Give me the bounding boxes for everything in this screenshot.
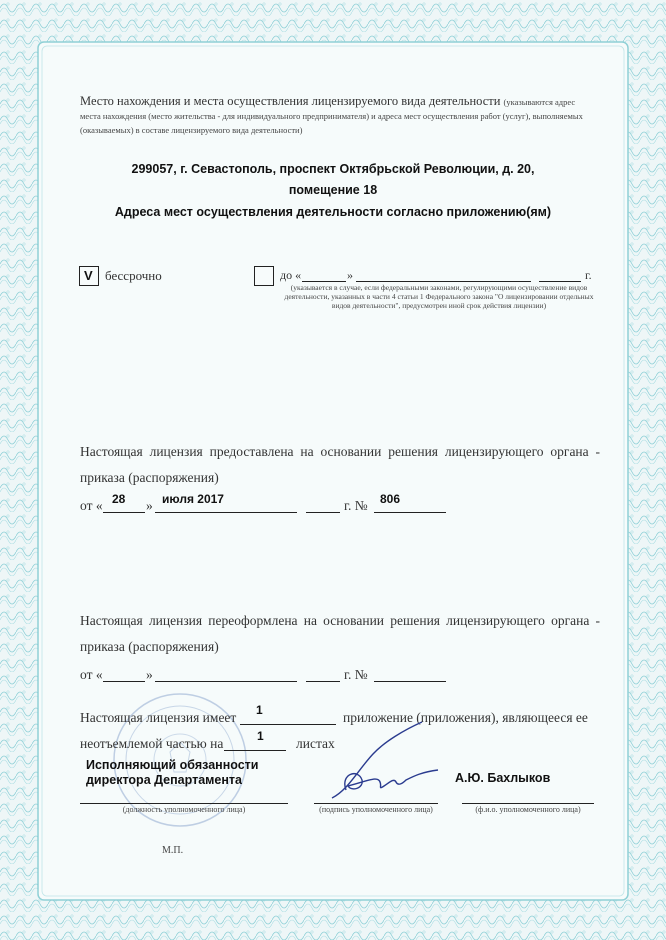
granted-number-line [374, 512, 446, 513]
appendix-text-2: приложение (приложения), являющееся ее [343, 710, 588, 725]
perpetual-checkbox[interactable] [79, 266, 99, 286]
reissued-day-line [103, 681, 145, 682]
until-date-checkbox[interactable] [254, 266, 274, 286]
appendix-sheets: 1 [257, 729, 264, 743]
granted-number-label: г. № [344, 498, 368, 513]
until-note: (указывается в случае, если федеральными законами, регулирующими осуществление видов деятельности, указанных в части 4 статьи 1 Федерального закона "О лицензировании отдельных видов деятельности", предусмотрен иной срок действия лицензии) [284, 283, 594, 310]
reissued-month-line [155, 681, 297, 682]
reissued-number-label: г. № [344, 667, 368, 682]
granted-year-line [306, 512, 340, 513]
address-line-3: Адреса мест осуществления деятельности согласно приложению(ям) [114, 205, 552, 219]
caption-signature: (подпись уполномоченного лица) [319, 805, 433, 814]
until-day-line [302, 281, 346, 282]
until-year-suffix: г. [585, 268, 592, 282]
name-line [462, 803, 594, 804]
granted-month-year: июля 2017 [162, 492, 224, 506]
handwritten-signature [318, 720, 448, 810]
appendix-text-3: неотъемлемой частью на [80, 736, 224, 751]
reissued-text-2: приказа (распоряжения) [80, 639, 219, 654]
caption-name: (ф.и.о. уполномоченного лица) [475, 805, 581, 814]
appendix-text-4: листах [296, 736, 335, 751]
perpetual-check-mark: V [84, 268, 93, 283]
granted-number: 806 [380, 492, 401, 506]
signatory-position-line-2: директора Департамента [86, 773, 242, 787]
appendix-count: 1 [256, 703, 263, 717]
signature-line [314, 803, 438, 804]
appendix-text-1: Настоящая лицензия имеет [80, 710, 237, 725]
address-line-1: 299057, г. Севастополь, проспект Октябрьской Революции, д. 20, [131, 162, 535, 176]
until-year-line [539, 281, 581, 282]
granted-month-line [155, 512, 297, 513]
granted-close-quote: » [146, 498, 153, 513]
place-heading: Место нахождения и места осуществления лицензируемого вида деятельности [80, 94, 501, 108]
position-line [80, 803, 288, 804]
reissued-close-quote: » [146, 667, 153, 682]
place-heading-block [80, 94, 592, 136]
granted-text: Настоящая лицензия предоставлена на основании решения лицензирующего органа - [80, 444, 600, 459]
granted-from-prefix: от « [80, 498, 103, 513]
signatory-position-line-1: Исполняющий обязанности [86, 758, 259, 772]
stamp-place: М.П. [162, 845, 184, 856]
place-note: (указываются адрес места нахождения (место жительства - для индивидуального предпринимателя) и адреса мест осуществления работ (услуг), выполняемых (оказываемых) в составе лицензируемого вида деятельности) [80, 97, 583, 135]
granted-text-2: приказа (распоряжения) [80, 470, 219, 485]
reissued-text: Настоящая лицензия переоформлена на основании решения лицензирующего органа - [80, 613, 600, 628]
appendix-sheets-line [224, 750, 286, 751]
caption-position: (должность уполномоченного лица) [122, 805, 246, 814]
reissued-year-line [306, 681, 340, 682]
signatory-name: А.Ю. Бахлыков [455, 771, 551, 785]
reissued-number-line [374, 681, 446, 682]
address-line-2: помещение 18 [288, 183, 378, 197]
granted-day: 28 [112, 492, 126, 506]
until-close-quote: » [347, 268, 353, 282]
signatory-position [86, 758, 258, 788]
until-prefix: до « [280, 268, 302, 282]
reissued-from-prefix: от « [80, 667, 103, 682]
until-month-line [356, 281, 531, 282]
granted-day-line [103, 512, 145, 513]
perpetual-label: бессрочно [105, 268, 162, 283]
